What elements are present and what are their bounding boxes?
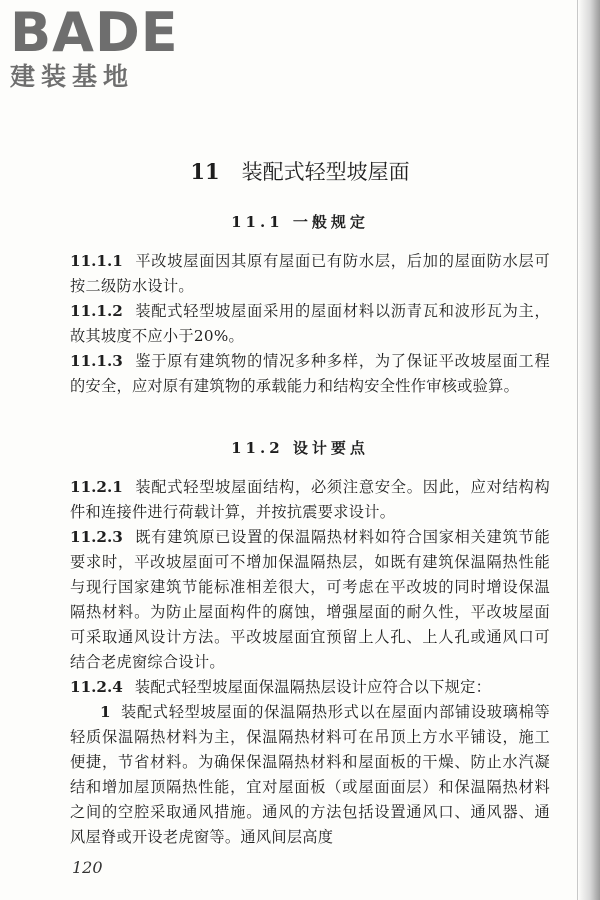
clause-number: 11.2.1 [70,478,123,496]
section-title: 11.2 设计要点 [231,439,369,457]
clause-number: 11.1.2 [70,302,123,320]
chapter-number: 11 [190,159,220,184]
clause-paragraph [70,299,550,349]
clause-text: 装配式轻型坡屋面结构，必须注意安全。因此，应对结构构件和连接件进行荷载计算，并按抗震要求设计。 [70,478,550,521]
clause-text: 鉴于原有建筑物的情况多种多样，为了保证平改坡屋面工程的安全，应对原有建筑物的承载能力和结构安全性作审核或验算。 [70,352,550,395]
logo-subtitle: 建装基地 [10,62,135,91]
clause-paragraph [70,349,550,399]
chapter-title-text: 装配式轻型坡屋面 [241,160,410,184]
clause-paragraph [70,525,550,675]
clause-text: 既有建筑原已设置的保温隔热材料如符合国家相关建筑节能要求时，平改坡屋面可不增加保温隔热层，如既有建筑保温隔热性能与现行国家建筑节能标准相差很大，可考虑在平改坡的同时增设保温隔热材料。为防止屋面构件的腐蚀，增强屋面的耐久性，平改坡屋面可采取通风设计方法。平改坡屋面宜预留上人孔、上人孔或通风口可结合老虎窗综合设计。 [70,528,550,671]
clause-number: 11.1.1 [70,252,123,270]
item-number: 1 [100,703,111,721]
clause-text: 平改坡屋面因其原有屋面已有防水层，后加的屋面防水层可按二级防水设计。 [70,252,550,295]
item-text: 装配式轻型坡屋面的保温隔热形式以在屋面内部铺设玻璃棉等轻质保温隔热材料为主，保温隔热材料可在吊顶上方水平铺设，施工便捷，节省材料。为确保保温隔热材料和屋面板的干燥、防止水汽凝结和增加屋顶隔热性能，宜对屋面板（或屋面面层）和保温隔热材料之间的空腔采取通风措施。通风的方法包括设置通风口、通风器、通风屋脊或开设老虎窗等。通风间层高度 [70,703,550,846]
clause-number: 11.2.4 [70,678,123,696]
section-title: 11.1 一般规定 [231,213,369,231]
page-number: 120 [72,858,103,877]
clause-item [70,700,550,850]
chapter-title [0,158,600,186]
logo-text: BADE [10,1,179,64]
clause-paragraph [70,675,550,700]
clause-text: 装配式轻型坡屋面保温隔热层设计应符合以下规定： [134,678,492,696]
clause-number: 11.1.3 [70,352,123,370]
clause-text: 装配式轻型坡屋面采用的屋面材料以沥青瓦和波形瓦为主，故其坡度不应小于20%。 [70,302,550,345]
clause-paragraph [70,249,550,299]
watermark-logo [10,1,179,92]
clause-number: 11.2.3 [70,528,123,546]
clause-paragraph [70,475,550,525]
